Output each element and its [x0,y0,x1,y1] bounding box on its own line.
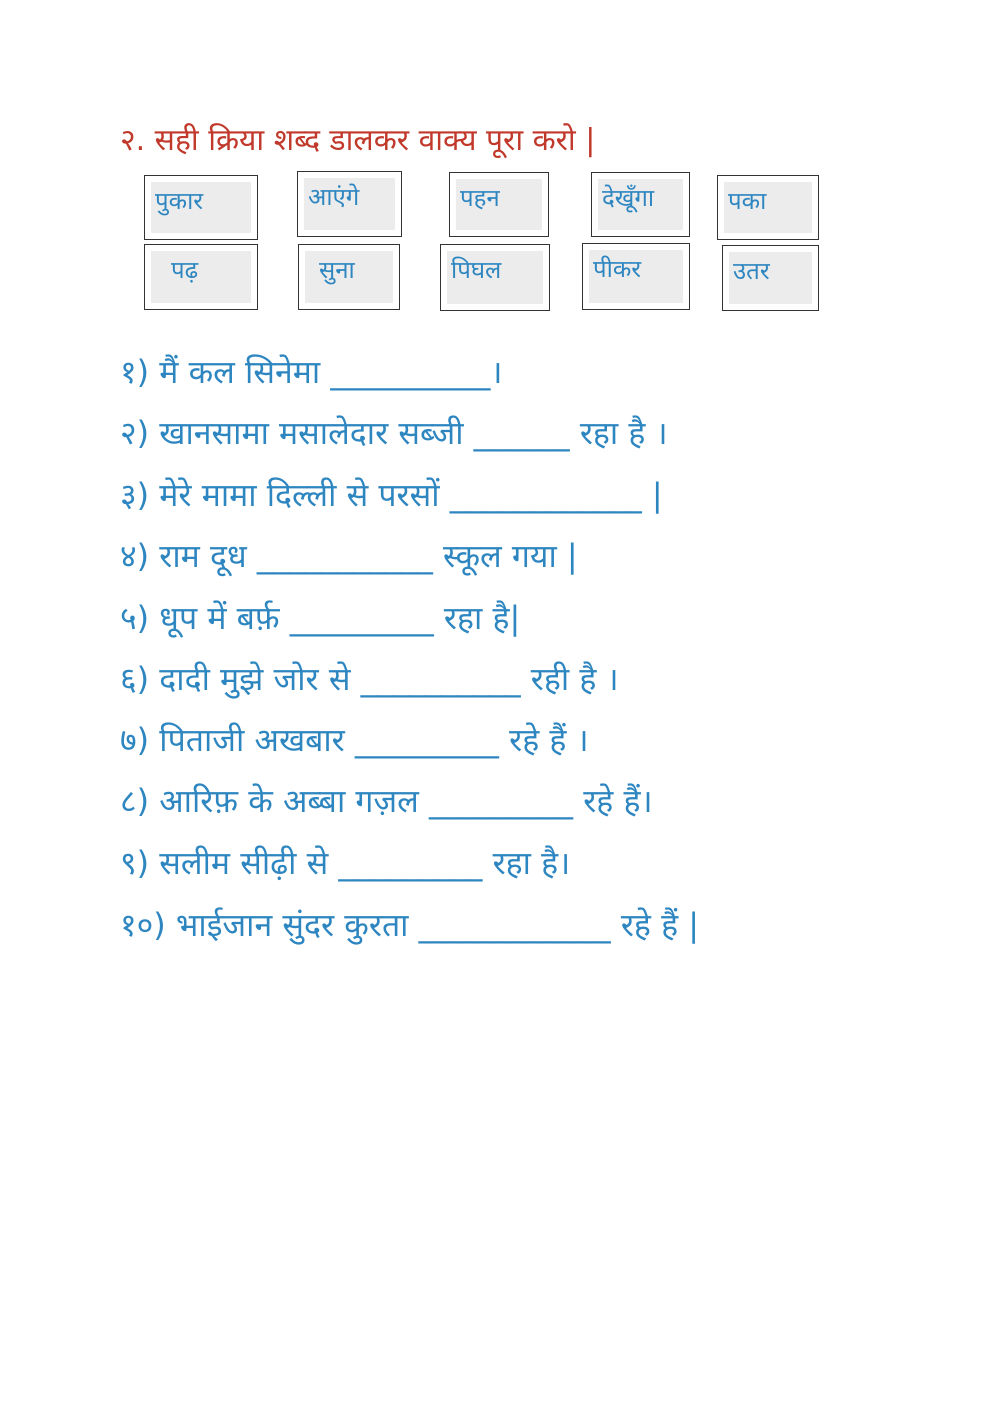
word-box[interactable] [440,244,550,311]
sentence-item[interactable]: ६) दादी मुझे जोर से __________ रही है । [120,660,619,698]
word-box[interactable] [144,175,258,240]
sentence-item[interactable]: ९) सलीम सीढ़ी से _________ रहा है। [120,844,571,882]
word-label: आएंगे [308,183,360,211]
word-box[interactable] [722,245,819,311]
word-label: पीकर [593,255,642,283]
word-label: देखूँगा [602,184,655,212]
word-label: पिघल [451,256,502,284]
word-label: सुना [319,256,355,284]
sentence-item[interactable]: ४) राम दूध ___________ स्कूल गया | [120,537,578,575]
sentence-item[interactable]: १०) भाईजान सुंदर कुरता ____________ रहे हैं | [120,906,700,944]
word-box[interactable] [449,172,549,237]
word-box[interactable] [298,244,400,310]
sentence-item[interactable]: ३) मेरे मामा दिल्ली से परसों ____________ | [120,476,663,514]
sentence-item[interactable]: २) खानसामा मसालेदार सब्जी ______ रहा है । [120,414,668,452]
word-label: उतर [733,257,770,285]
word-box[interactable] [591,172,690,237]
sentence-item[interactable]: ८) आरिफ़ के अब्बा गज़ल _________ रहे हैं। [120,782,653,820]
word-label: पुकार [155,187,204,215]
word-box[interactable] [717,175,819,240]
word-box[interactable] [144,244,258,310]
word-box[interactable] [297,171,402,237]
sentence-item[interactable]: ७) पिताजी अखबार _________ रहे हैं । [120,721,589,759]
word-box[interactable] [582,243,690,310]
word-box-fill [151,251,251,303]
word-label: पढ़ [171,256,199,284]
worksheet-title: २. सही क्रिया शब्द डालकर वाक्य पूरा करो | [120,123,596,158]
sentence-item[interactable]: ५) धूप में बर्फ़ _________ रहा है| [120,599,521,637]
sentence-item[interactable]: १) मैं कल सिनेमा __________। [120,353,503,391]
word-label: पहन [460,184,500,212]
word-label: पका [728,187,767,215]
